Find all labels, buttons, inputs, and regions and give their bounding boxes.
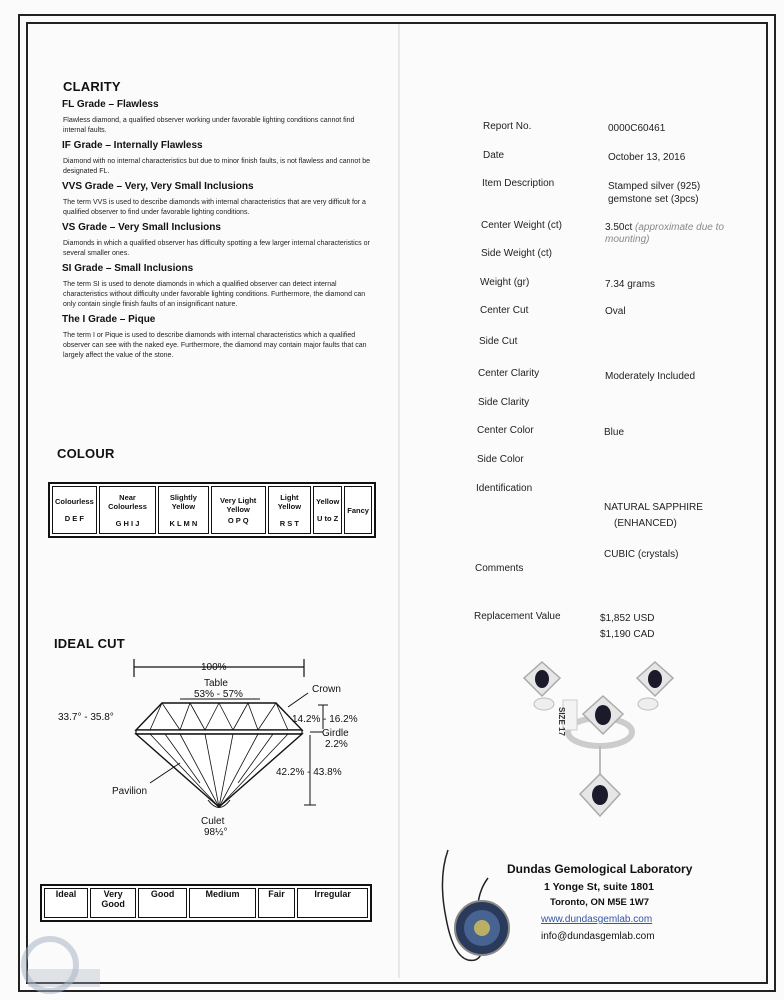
colour-cell-light-yellow (268, 486, 311, 534)
report-label: Center Clarity (478, 368, 540, 379)
girdle-value-label: 2.2% (325, 739, 348, 750)
clarity-grade-desc: Diamonds in which a qualified observer has difficulty spotting a few larger internal characteristics or several smaller ones. (63, 240, 370, 257)
girdle-label: Girdle (322, 728, 349, 739)
report-label: Side Color (477, 454, 524, 465)
report-label: Center Weight (ct) (481, 220, 562, 231)
ring-size-stamp: SIZE 17 (557, 707, 566, 736)
report-label: Side Clarity (478, 397, 530, 408)
pavilion-label: Pavilion (112, 786, 148, 797)
report-label: Item Description (482, 178, 555, 189)
colour-cell-slightly-yellow (158, 486, 208, 534)
table-label: Table (204, 678, 228, 689)
crown-pointer (288, 693, 308, 707)
colour-name: Very Light Yellow (220, 495, 257, 514)
cut-grade-cell: Very Good (90, 888, 136, 918)
clarity-grade-desc: The term SI is used to denote diamonds in which a qualified observer can detect internal characteristics without difficulty under favorable lighting conditions. Furthermore, the diamond can only contain single finish faults of an insignificant nature. (63, 281, 366, 308)
lab-address-line1: 1 Yonge St, suite 1801 (544, 881, 654, 893)
cut-grade-cell: Irregular (297, 888, 368, 918)
colour-scale-table (48, 482, 376, 538)
colour-name: Yellow (315, 497, 340, 506)
report-label: Center Color (477, 425, 534, 436)
crown-label: Crown (312, 684, 341, 695)
identification-line: NATURAL SAPPHIRE (604, 502, 703, 513)
table-range-label: 53% - 57% (194, 689, 243, 700)
clarity-grade-title: The I Grade – Pique (62, 314, 156, 325)
ideal-cut-heading: IDEAL CUT (54, 636, 125, 651)
report-label: Date (483, 150, 505, 161)
clarity-grade-desc: Flawless diamond, a qualified observer working under favorable lighting conditions cannot find internal faults. (63, 117, 355, 134)
clarity-grade-title: VVS Grade – Very, Very Small Inclusions (62, 181, 254, 192)
colour-name: Light Yellow (277, 492, 302, 511)
pavilion-depth-label: 42.2% - 43.8% (276, 767, 342, 778)
pavilion-pointer (150, 763, 180, 783)
report-label: Identification (476, 483, 533, 494)
cut-grade-cell: Good (138, 888, 187, 918)
colour-name: Slightly Yellow (169, 492, 197, 511)
report-value: Blue (604, 427, 625, 438)
replacement-cad: $1,190 CAD (600, 629, 655, 640)
report-label: Side Weight (ct) (481, 248, 552, 259)
colour-cell-colourless (52, 486, 97, 534)
crown-height-label: 14.2% - 16.2% (292, 714, 358, 725)
lab-name: Dundas Gemological Laboratory (507, 862, 693, 876)
colour-range: D E F (64, 514, 84, 523)
report-label: Report No. (483, 121, 532, 132)
report-value: Moderately Included (605, 371, 696, 382)
cut-grade-table (40, 884, 372, 922)
colour-heading: COLOUR (57, 446, 115, 461)
identification-line: CUBIC (crystals) (604, 549, 679, 560)
report-value-with-note (605, 222, 745, 246)
report-label: Weight (gr) (480, 277, 530, 288)
colour-range: O P Q (227, 515, 249, 525)
cut-grade-cell: Medium (189, 888, 256, 918)
lab-website-link[interactable]: www.dundasgemlab.com (541, 914, 653, 925)
colour-range: R S T (279, 518, 299, 528)
clarity-grade-title: FL Grade – Flawless (62, 99, 159, 110)
replacement-label: Replacement Value (474, 611, 561, 622)
colour-cell-near-colourless (99, 486, 157, 534)
page-fold (398, 24, 400, 978)
width-label: 100% (201, 662, 227, 673)
culet-label: Culet (201, 816, 225, 827)
colour-cell-fancy (344, 486, 372, 534)
report-note: (approximate due to mounting) (605, 222, 724, 245)
report-value: October 13, 2016 (608, 152, 686, 163)
cut-grade-cell: Fair (258, 888, 295, 918)
identification-line: (ENHANCED) (614, 518, 677, 529)
clarity-grade-title: SI Grade – Small Inclusions (62, 263, 194, 274)
report-value: 7.34 grams (605, 279, 656, 290)
jewelry-photo (508, 656, 698, 826)
report-value: Stamped silver (925) gemstone set (3pcs) (608, 181, 701, 205)
colour-cell-yellow (313, 486, 342, 534)
report-label: Side Cut (479, 336, 518, 347)
report-label: Center Cut (480, 305, 529, 316)
clarity-grade-desc: The term I or Pique is used to describe diamonds with internal characteristics which a qualified observer can see with the naked eye. Furthermore, the diamond may contain major faults that can largely affect the value of the stone. (63, 332, 367, 359)
comments-label: Comments (475, 563, 524, 574)
crown-angle-label: 33.7° - 35.8° (58, 712, 114, 723)
culet-angle-label: 98½° (204, 827, 228, 838)
clarity-heading: CLARITY (63, 79, 121, 94)
report-value: 3.50ct (605, 222, 633, 233)
colour-name: Colourless (55, 497, 94, 506)
diamond-crown (136, 703, 302, 730)
report-value: 0000C60461 (608, 123, 666, 134)
clarity-grade-desc: The term VVS is used to describe diamonds with internal characteristics that are very difficult for a qualified observer to find under favorable lighting conditions. (63, 199, 366, 216)
clarity-grade-title: IF Grade – Internally Flawless (62, 140, 203, 151)
report-value: Oval (605, 306, 626, 317)
colour-name: Fancy (347, 505, 369, 515)
auction-watermark-logo (10, 925, 110, 995)
clarity-grade-title: VS Grade – Very Small Inclusions (62, 222, 221, 233)
lab-address-line2: Toronto, ON M5E 1W7 (550, 897, 650, 908)
colour-range: G H I J (115, 518, 140, 528)
lab-email[interactable]: info@dundasgemlab.com (541, 931, 655, 942)
clarity-grade-desc: Diamond with no internal characteristics but due to minor finish faults, is not flawless and cannot be designated FL. (63, 158, 370, 175)
colour-range: K L M N (169, 518, 198, 528)
colour-range: U to Z (316, 514, 339, 523)
replacement-usd: $1,852 USD (600, 613, 655, 624)
cut-grade-cell: Ideal (44, 888, 88, 918)
colour-cell-very-light-yellow (211, 486, 266, 534)
lab-signature-and-seal (428, 838, 528, 978)
colour-name: Near Colourless (108, 492, 147, 511)
